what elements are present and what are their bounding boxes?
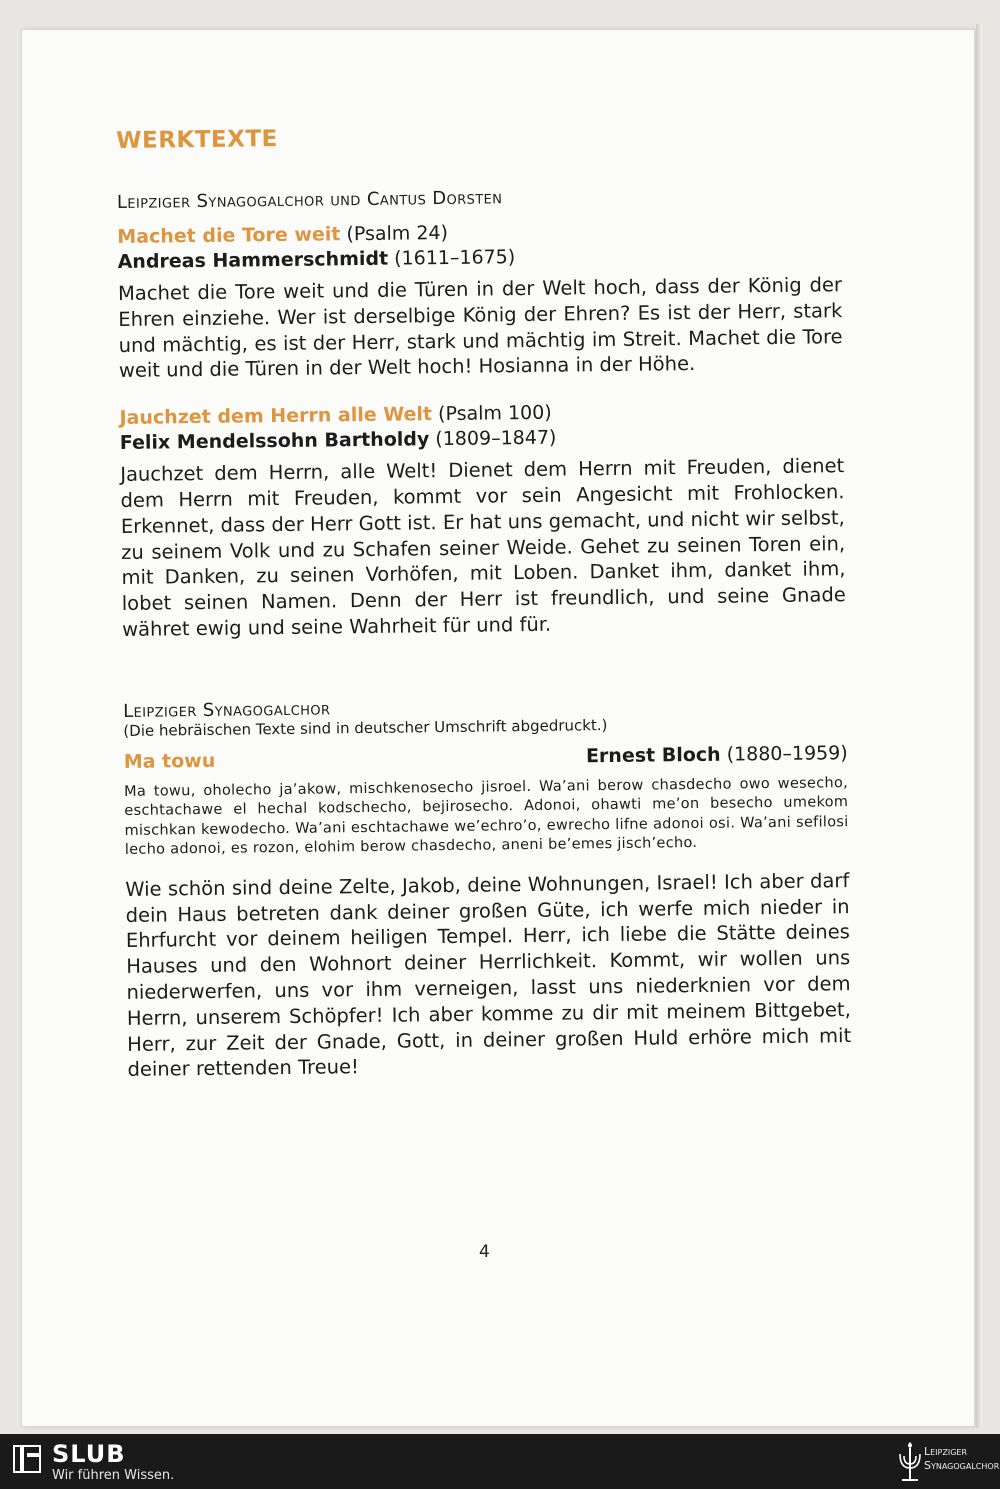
german-translation: Wie schön sind deine Zelte, Jakob, deine Wohnungen, Israel! Ich aber darf dein Haus betreten dank deiner großen Güte, ich werfe mich nieder in Ehrfurcht vor deinem heiligen Tempel. Herr, ich liebe die Stätte deines Hauses und den Wohnort deiner Herrlichkeit. Kommt, wir wollen uns niederwerfen, uns vor ihm verneigen, lasst uns niederknien vor dem Herrn, unserem Schöpfer! Ich aber komme zu dir mit meinem Bittgebet, Herr, zur Zeit der Gnade, Gott, in deiner großen Huld erhöre mich mit deiner rettenden Treue!: [125, 868, 852, 1082]
page-number: 4: [479, 1242, 490, 1262]
hebrew-transliteration: Ma towu, oholecho ja’akow, mischkenosecho jisroel. Wa’ani berow chasdecho owo wesecho, eschtachawe el hechal kodschecho, bejirosecho. Adonoi, ohawti me’on besecho umekom mischkan kewodecho. Wa’ani eschtachawe we’echro’o, ewrecho lifne adonoi osi. Wa’ani sefilosi lecho adonoi, es rozon, elohim berow chasdecho, aneni be’emes jisch’echo.: [124, 774, 849, 859]
piece-text: Machet die Tore weit und die Türen in der Welt hoch, dass der König der Ehren einziehe. Wer ist derselbige König der Ehren? Es ist der Herr, stark und mächtig, es ist der Herr, stark und mächtig im Streit. Machet die Tore weit und die Türen in der Welt hoch! Hosianna in der Höhe.: [117, 273, 843, 383]
composer-dates: (1611–1675): [394, 246, 516, 270]
composer-dates: (1880–1959): [726, 741, 848, 766]
piece-title: Machet die Tore weit: [117, 223, 341, 248]
composer-dates: (1809–1847): [435, 426, 557, 451]
composer-name: Andreas Hammerschmidt: [117, 247, 389, 273]
piece-source: (Psalm 100): [437, 401, 552, 426]
piece-title: Jauchzet dem Herrn alle Welt: [119, 403, 433, 430]
partner-line-1: Leipziger: [924, 1445, 968, 1458]
partner-logo-text: [924, 1445, 999, 1473]
composer-name: Felix Mendelssohn Bartholdy: [119, 428, 430, 455]
brand-tagline: Wir führen Wissen.: [52, 1468, 175, 1483]
menorah-icon: [896, 1440, 924, 1484]
piece-source: (Psalm 24): [346, 221, 449, 246]
transliteration-note: (Die hebräischen Texte sind in deutscher Umschrift abgedruckt.): [123, 715, 608, 740]
section-choir-label: Leipziger Synagogalchor: [122, 698, 331, 722]
page-content: [116, 119, 852, 1083]
slub-logo-icon: [12, 1444, 42, 1474]
composer-name: Ernest Bloch: [585, 743, 721, 768]
brand-name: SLUB: [52, 1440, 126, 1468]
page-heading: WERKTEXTE: [116, 126, 278, 154]
piece-title: Ma towu: [123, 749, 216, 773]
page-edge: [976, 24, 982, 1428]
footer-bar: [0, 1434, 1000, 1489]
section-choir-label: Leipziger Synagogalchor und Cantus Dorsten: [116, 187, 503, 213]
piece-text: Jauchzet dem Herrn, alle Welt! Dienet dem Herrn mit Freuden, dienet dem Herrn mit Freuden, kommt vor sein Angesicht mit Frohlocken. Erkennet, dass der Herr Gott ist. Er hat uns gemacht, und nicht wir selbst, zu seinem Volk und zu Schafen seiner Weide. Gehet zu seinen Toren ein, mit Danken, zu seinen Vorhöfen, mit Loben. Danket ihm, danket ihm, lobet seinen Namen. Denn der Herr ist freundlich, und seine Gnade währet ewig und seine Wahrheit für und für.: [120, 454, 846, 641]
partner-line-2: Synagogalchor: [924, 1459, 1000, 1472]
